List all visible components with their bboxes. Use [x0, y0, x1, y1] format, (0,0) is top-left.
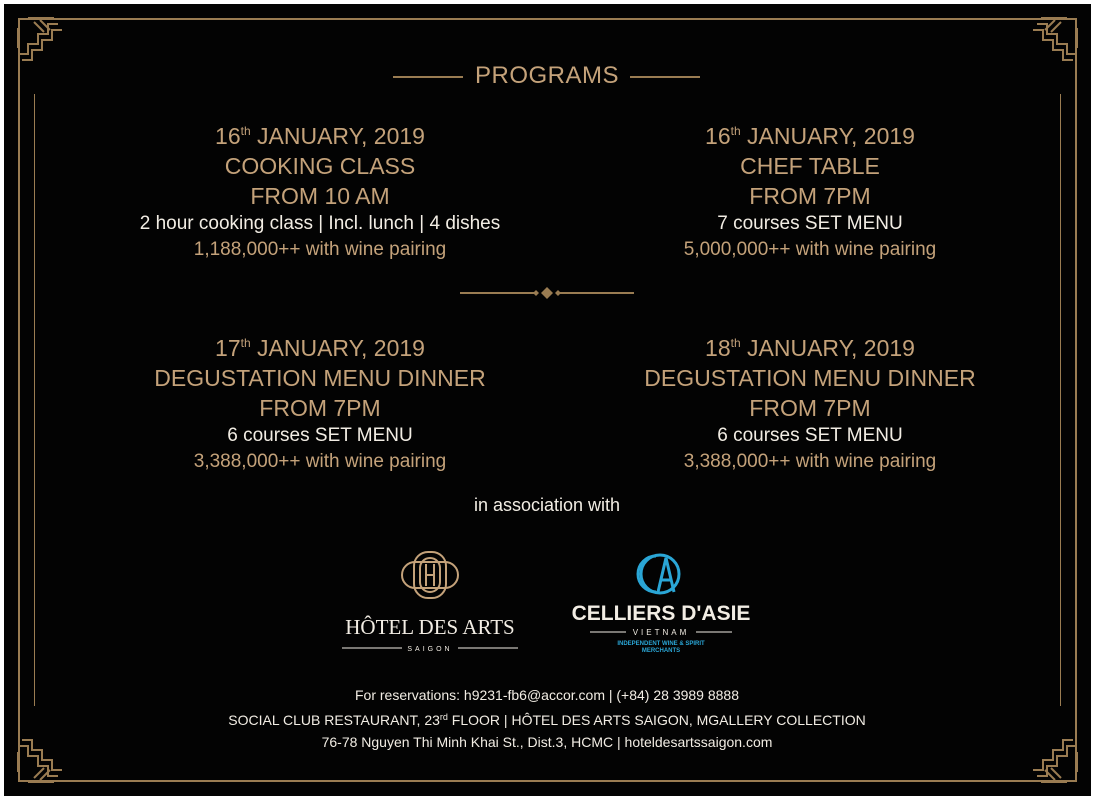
date-day: 17 — [215, 335, 241, 361]
program-event: DEGUSTATION MENU DINNER — [644, 365, 976, 391]
program-date — [80, 328, 560, 363]
date-month-year: JANUARY, 2019 — [740, 123, 915, 149]
page-title: PROGRAMS — [474, 62, 619, 89]
title-rule-right — [630, 76, 700, 78]
title-row — [0, 62, 1094, 98]
celliers-tagline-2: MERCHANTS — [641, 648, 681, 654]
program-event: CHEF TABLE — [740, 153, 880, 179]
celliers-sub-text: VIETNAM — [632, 628, 690, 637]
ornamental-divider — [460, 286, 634, 300]
floor-suffix: rd — [439, 712, 448, 722]
program-date — [570, 116, 1050, 151]
program-details: 6 courses SET MENU — [717, 425, 903, 446]
date-day: 16 — [215, 123, 241, 149]
program-time: FROM 7PM — [749, 183, 871, 209]
hotel-name-text: HÔTEL DES ARTS — [345, 615, 515, 639]
association-text: in association with — [473, 495, 621, 515]
celliers-dasie-logo — [566, 550, 756, 660]
date-day: 18 — [705, 335, 731, 361]
program-chef-table — [570, 116, 1050, 263]
celliers-name-text: CELLIERS D'ASIE — [571, 602, 751, 625]
address-line-1-pre: SOCIAL CLUB RESTAURANT, 23 — [228, 712, 440, 728]
footer-contact — [0, 684, 1094, 753]
date-month-year: JANUARY, 2019 — [740, 335, 915, 361]
program-time: FROM 10 AM — [250, 183, 390, 209]
program-date — [570, 328, 1050, 363]
reservation-line: For reservations: h9231-fb6@accor.com | (+84) 28 3989 8888 — [354, 687, 739, 703]
address-line-1-post: FLOOR | HÔTEL DES ARTS SAIGON, MGALLERY COLLECTION — [447, 712, 866, 728]
date-suffix: th — [730, 336, 741, 350]
program-price: 3,388,000++ with wine pairing — [193, 451, 447, 472]
program-cooking-class — [80, 116, 560, 263]
date-month-year: JANUARY, 2019 — [250, 123, 425, 149]
program-details: 2 hour cooking class | Incl. lunch | 4 dishes — [139, 213, 501, 234]
date-day: 16 — [705, 123, 731, 149]
date-suffix: th — [240, 124, 251, 138]
address-line-2: 76-78 Nguyen Thi Minh Khai St., Dist.3, HCMC | hoteldesartssaigon.com — [321, 734, 773, 750]
celliers-tagline-1: INDEPENDENT WINE & SPIRIT — [617, 641, 705, 647]
date-suffix: th — [240, 336, 251, 350]
corner-ornament-icon — [14, 14, 68, 68]
program-price: 1,188,000++ with wine pairing — [193, 239, 447, 260]
program-event: DEGUSTATION MENU DINNER — [154, 365, 486, 391]
address-line-1 — [0, 706, 1094, 731]
program-degustation-18 — [570, 328, 1050, 475]
date-month-year: JANUARY, 2019 — [250, 335, 425, 361]
program-details: 7 courses SET MENU — [717, 213, 903, 234]
program-time: FROM 7PM — [749, 395, 871, 421]
hotel-des-arts-logo — [338, 548, 522, 658]
program-details: 6 courses SET MENU — [227, 425, 413, 446]
program-time: FROM 7PM — [259, 395, 381, 421]
program-price: 3,388,000++ with wine pairing — [683, 451, 937, 472]
hotel-sub-text: SAIGON — [407, 646, 453, 653]
program-date — [80, 116, 560, 151]
program-event: COOKING CLASS — [224, 153, 416, 179]
date-suffix: th — [730, 124, 741, 138]
program-price: 5,000,000++ with wine pairing — [683, 239, 937, 260]
program-degustation-17 — [80, 328, 560, 475]
corner-ornament-icon — [1027, 14, 1081, 68]
